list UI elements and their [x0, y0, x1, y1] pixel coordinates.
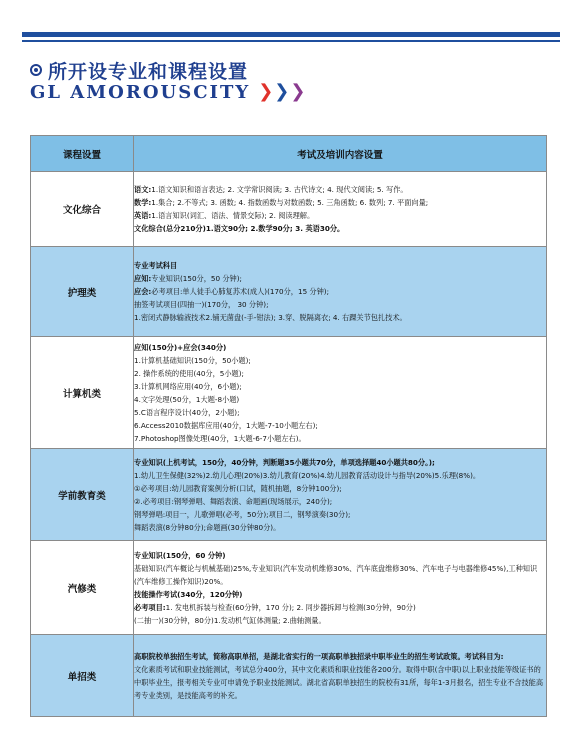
category-cell: 单招类	[31, 635, 134, 717]
content-line: 应知:专业知识(150分，50 分钟);	[134, 274, 242, 283]
table-row	[31, 449, 547, 541]
chevron-right-icon: ❯	[274, 81, 290, 102]
content-cell	[134, 337, 547, 449]
chevron-group	[258, 83, 306, 101]
content-cell	[134, 172, 547, 247]
content-line: 专业知识(150分，60 分钟)	[134, 550, 226, 560]
content-line: 必考项目:1. 发电机拆装与检查(60分钟，170 分); 2. 同步器拆卸与检测(30分钟，90分)	[134, 602, 416, 612]
table-row	[31, 541, 547, 635]
content-line: 1.密闭式静脉输液技术2.铺无菌盘(-手-钳法); 3.穿、脱隔离衣; 4. 右踝关节包扎技术。	[134, 313, 407, 322]
content-line: 基础知识(汽车概论与机械基础)25%,专业知识(汽车发动机维修30%、汽车底盘维修30%、汽车电子与电器维修45%),工种知识(汽车维修工操作知识)20%。	[134, 563, 538, 586]
category-cell: 文化综合	[31, 172, 134, 247]
table-header-row	[31, 136, 547, 172]
section-title	[30, 58, 248, 82]
column-header-content: 考试及培训内容设置	[134, 136, 547, 172]
course-table	[30, 135, 547, 717]
content-line: 1.计算机基础知识(150分，50小题);	[134, 355, 251, 365]
page-title: 所开设专业和课程设置	[48, 60, 249, 83]
column-header-course: 课程设置	[31, 136, 134, 172]
table-row	[31, 247, 547, 337]
category-cell: 汽修类	[31, 541, 134, 635]
table-row	[31, 172, 547, 247]
content-line: 专业考试科目	[134, 261, 178, 270]
chevron-right-icon: ❯	[258, 81, 274, 102]
content-line: (二抽一)(30分钟，80分)1.发动机气缸体测量; 2.曲轴测量。	[134, 615, 326, 625]
content-cell	[134, 247, 547, 337]
content-line: 文化综合(总分210分)1.语文90分; 2.数学90分; 3. 英语30分。	[134, 224, 345, 233]
content-line: 2. 操作系统的使用(40分，5小题);	[134, 368, 244, 378]
content-line: 4.文字处理(50分，1大题-8小题)	[134, 394, 240, 404]
content-line: 5.C语言程序设计(40分，2小题);	[134, 407, 240, 417]
content-line: 3.计算机网络应用(40分，6小题);	[134, 381, 242, 391]
category-cell: 计算机类	[31, 337, 134, 449]
content-line: 6.Access2010数据库应用(40分，1大题-7-10小题左右);	[134, 420, 318, 430]
table-row	[31, 337, 547, 449]
content-cell	[134, 635, 547, 717]
content-line: 文化素质考试和职业技能测试，考试总分400分，其中文化素质和职业技能各200分。取得中职(含中职)以上职业技能等级证书的中职毕业生，报考相关专业可申请免予职业技能测试。湖北省高职单独招生的院校有31所，每年1-3月报名，招生专业不含技能高考专业类别，是技能高考的补充。	[134, 664, 544, 700]
content-line: 技能操作考试(340分，120分钟)	[134, 589, 243, 599]
target-circle-icon	[30, 64, 42, 76]
content-line: 语文:1.语文知识和语言表达; 2. 文学常识阅读; 3. 古代诗文; 4. 现代文阅读; 5. 写作。	[134, 185, 408, 194]
content-line: 7.Photoshop图像处理(40分，1大题-6-7小题左右)。	[134, 433, 306, 443]
brand-row	[30, 80, 306, 104]
content-line: 抽签考试项目(四抽一)(170分， 30 分钟);	[134, 300, 269, 309]
content-line: 钢琴弹唱:项目一，儿歌弹唱(必考，50分);项目二，钢琴演奏(30分);	[134, 509, 351, 519]
content-cell	[134, 541, 547, 635]
content-cell	[134, 449, 547, 541]
category-cell: 学前教育类	[31, 449, 134, 541]
brand-name: GL AMOROUSCITY	[30, 81, 251, 103]
content-line: 舞蹈表演(8分钟80分);命题画(30分钟80分)。	[134, 522, 281, 532]
table-row	[31, 635, 547, 717]
category-cell: 护理类	[31, 247, 134, 337]
content-line: 应知(150分)+应会(340分)	[134, 342, 227, 352]
content-line: ①必考项目:幼儿园教育案例分析(口试，随机抽题，8分钟100分);	[134, 483, 342, 493]
content-line: 高职院校单独招生考试，简称高职单招，是湖北省实行的一项高职单独招录中职毕业生的招生考试政策。考试科目为:	[134, 651, 504, 661]
top-rule-thin	[22, 40, 560, 42]
content-line: 英语:1.语言知识(词汇、语法、情景交际); 2. 阅读理解。	[134, 211, 315, 220]
content-line: ②.必考项目:钢琴弹唱、舞蹈表演、命题画(现场展示，240分);	[134, 496, 333, 506]
content-line: 应会:必考项目:单人徒手心肺复苏术(成人)(170分，15 分钟);	[134, 287, 330, 296]
content-line: 专业知识(上机考试，150分，40分钟，判断题35小题共70分，单项选择题40小题共80分。);	[134, 457, 435, 467]
top-rule-thick	[22, 32, 560, 37]
content-line: 数学:1.集合; 2.不等式; 3. 函数; 4. 指数函数与对数函数; 5. 三角函数; 6. 数列; 7. 平面向量;	[134, 198, 429, 207]
content-line: 1.幼儿卫生保健(32%)2.幼儿心理(20%)3.幼儿教育(20%)4.幼儿园教育活动设计与指导(20%)5.乐理(8%)。	[134, 470, 481, 480]
chevron-right-icon: ❯	[290, 81, 306, 102]
